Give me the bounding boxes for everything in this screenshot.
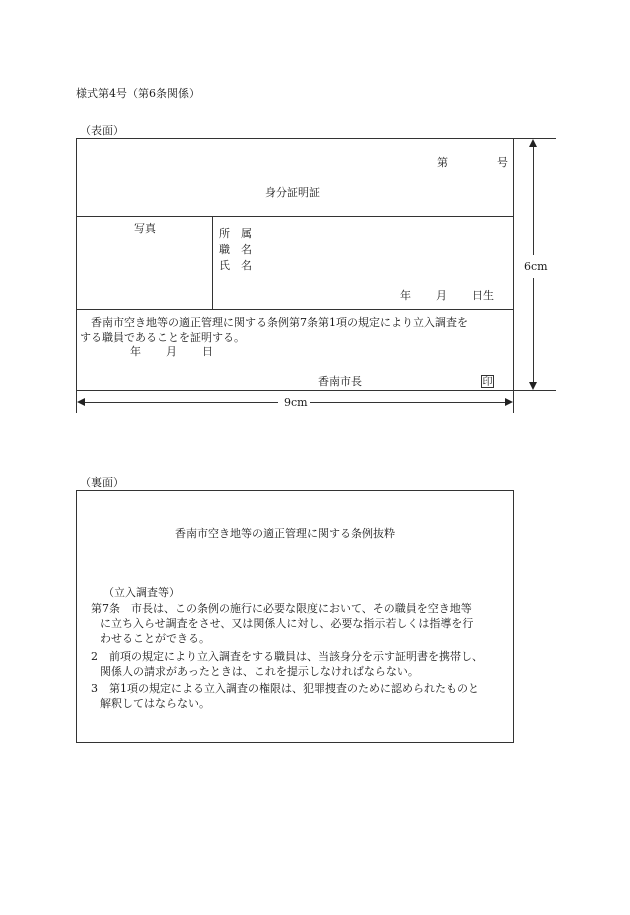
birth-month: 月 — [436, 289, 447, 302]
field-position: 職 名 — [219, 243, 252, 256]
item-2-line-1: 2 前項の規定により立入調査をする職員は、当該身分を示す証明書を携帯し、 — [91, 650, 483, 663]
height-line-lower — [533, 278, 534, 382]
front-section-label: （表面） — [80, 124, 124, 137]
front-divider-middle — [76, 309, 513, 310]
form-title: 様式第4号（第6条関係） — [76, 87, 200, 100]
width-line-left — [84, 402, 278, 403]
article-7-line-1: 第7条 市長は、この条例の施行に必要な限度において、その職員を空き地等 — [91, 602, 472, 615]
issue-day: 日 — [202, 345, 213, 358]
height-arrow-up-icon — [529, 139, 537, 147]
width-arrow-left-icon — [77, 398, 85, 406]
seal-stamp: 印 — [482, 377, 493, 388]
height-label: 6cm — [524, 260, 548, 273]
front-card — [76, 138, 514, 391]
issue-year: 年 — [130, 345, 141, 358]
number-label-dai: 第 — [437, 156, 448, 169]
certification-line-1: 香南市空き地等の適正管理に関する条例第7条第1項の規定により立入調査を — [91, 316, 468, 329]
article-7-line-3: わせることができる。 — [100, 632, 210, 645]
birth-year: 年 — [400, 289, 411, 302]
item-3-line-2: 解釈してはならない。 — [100, 697, 210, 710]
field-affiliation: 所 属 — [219, 227, 252, 240]
birth-day: 日生 — [472, 289, 494, 302]
height-line-upper — [533, 146, 534, 255]
front-divider-top — [76, 216, 513, 217]
width-tick-right — [513, 391, 514, 413]
height-arrow-down-icon — [529, 382, 537, 390]
article-7 — [91, 601, 473, 646]
issuer: 香南市長 — [318, 375, 362, 388]
width-line-right — [310, 402, 505, 403]
field-name: 氏 名 — [219, 259, 252, 272]
card-title: 身分証明証 — [265, 186, 320, 199]
width-label: 9cm — [284, 396, 308, 409]
article-heading: （立入調査等） — [103, 586, 180, 599]
width-arrow-right-icon — [505, 398, 513, 406]
item-2-line-2: 関係人の請求があったときは、これを提示しなければならない。 — [100, 665, 419, 678]
item-3-line-1: 3 第1項の規定による立入調査の権限は、犯罪捜査のために認められたものと — [91, 682, 479, 695]
article-7-item-2 — [91, 649, 483, 679]
photo-label: 写真 — [134, 222, 156, 235]
article-7-line-2: に立ち入らせ調査をさせ、又は関係人に対し、必要な指示若しくは指導を行 — [100, 617, 474, 630]
certification-text — [80, 315, 468, 345]
issue-month: 月 — [166, 345, 177, 358]
back-title: 香南市空き地等の適正管理に関する条例抜粋 — [175, 527, 395, 540]
article-7-item-3 — [91, 681, 479, 711]
photo-divider — [212, 216, 213, 309]
back-section-label: （裏面） — [80, 476, 124, 489]
height-tick-bottom — [514, 390, 556, 391]
number-label-go: 号 — [497, 156, 508, 169]
certification-line-2: する職員であることを証明する。 — [80, 331, 245, 344]
